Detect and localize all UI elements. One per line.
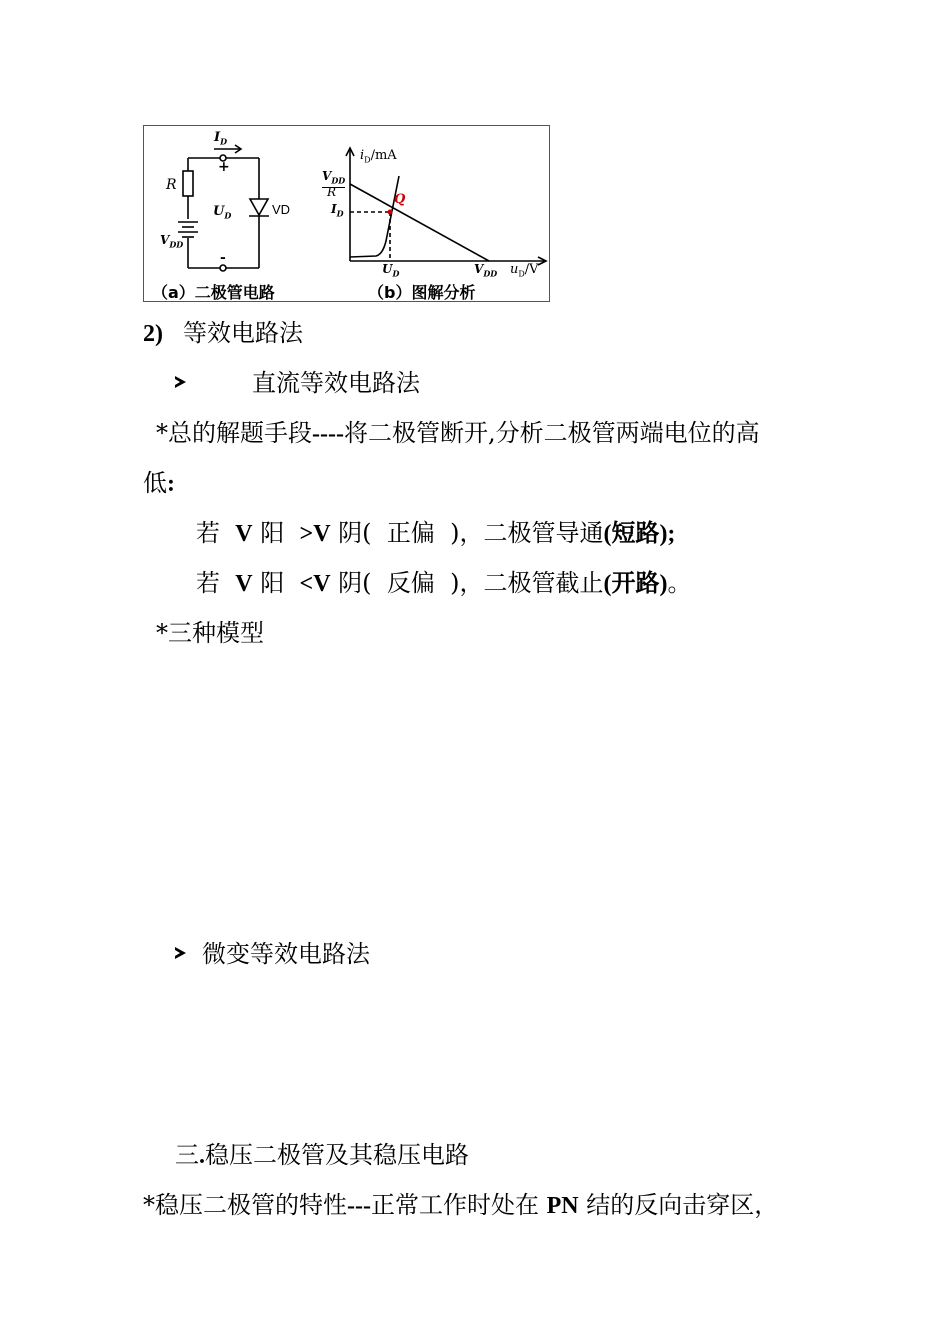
x-axis-label: $u_D/V$ bbox=[510, 262, 539, 279]
plus-sign: + bbox=[218, 159, 230, 175]
vdd-tick-label: $V_{DD}$ bbox=[474, 262, 498, 279]
y-axis-label: $i_D/mA$ bbox=[360, 148, 397, 165]
minus-sign: - bbox=[220, 250, 226, 266]
heading-equivalent-circuit: 2) 等效电路法 bbox=[143, 319, 303, 347]
diode-label: VD bbox=[272, 202, 291, 217]
zener-characteristics: *稳压二极管的特性---正常工作时处在 PN 结的反向击穿区， bbox=[143, 1191, 779, 1219]
caption-b: （b）图解分析 bbox=[368, 283, 476, 302]
circuit-current-label: $I_D$ bbox=[214, 130, 228, 147]
q-point-label: Q bbox=[394, 192, 406, 207]
subheading-dc-method: 直流等效电路法 bbox=[175, 368, 420, 398]
overall-method-line1: *总的解题手段----将二极管断开,分析二极管两端电位的高 bbox=[156, 419, 760, 447]
graphical-analysis bbox=[346, 148, 546, 265]
bullet-arrow-icon bbox=[175, 947, 186, 959]
id-label: $I_D$ bbox=[331, 202, 344, 219]
vdd-over-r-numerator: $V_{DD}$ bbox=[322, 170, 345, 188]
resistor-label: R bbox=[166, 177, 177, 193]
caption-a: （a）二极管电路 bbox=[152, 283, 275, 302]
subheading-small-signal: 微变等效电路法 bbox=[175, 939, 370, 969]
section-3-heading: 三.稳压二极管及其稳压电路 bbox=[175, 1141, 469, 1169]
q-point-marker bbox=[388, 210, 393, 215]
three-models: *三种模型 bbox=[156, 619, 264, 647]
voltage-label: $U_D$ bbox=[213, 204, 232, 221]
condition-reverse-bias: 若 V 阳 <V 阴( 反偏 )，二极管截止(开路)。 bbox=[196, 569, 692, 597]
overall-method-line2: 低: bbox=[143, 469, 175, 497]
supply-label: $V_{DD}$ bbox=[160, 233, 184, 250]
ud-tick-label: $U_D$ bbox=[382, 262, 400, 279]
bullet-arrow-icon bbox=[175, 376, 186, 388]
vdd-over-r-denominator: R bbox=[327, 185, 337, 199]
circuit-figure bbox=[143, 125, 550, 302]
condition-forward-bias: 若 V 阳 >V 阴( 正偏 )，二极管导通(短路); bbox=[196, 519, 676, 547]
